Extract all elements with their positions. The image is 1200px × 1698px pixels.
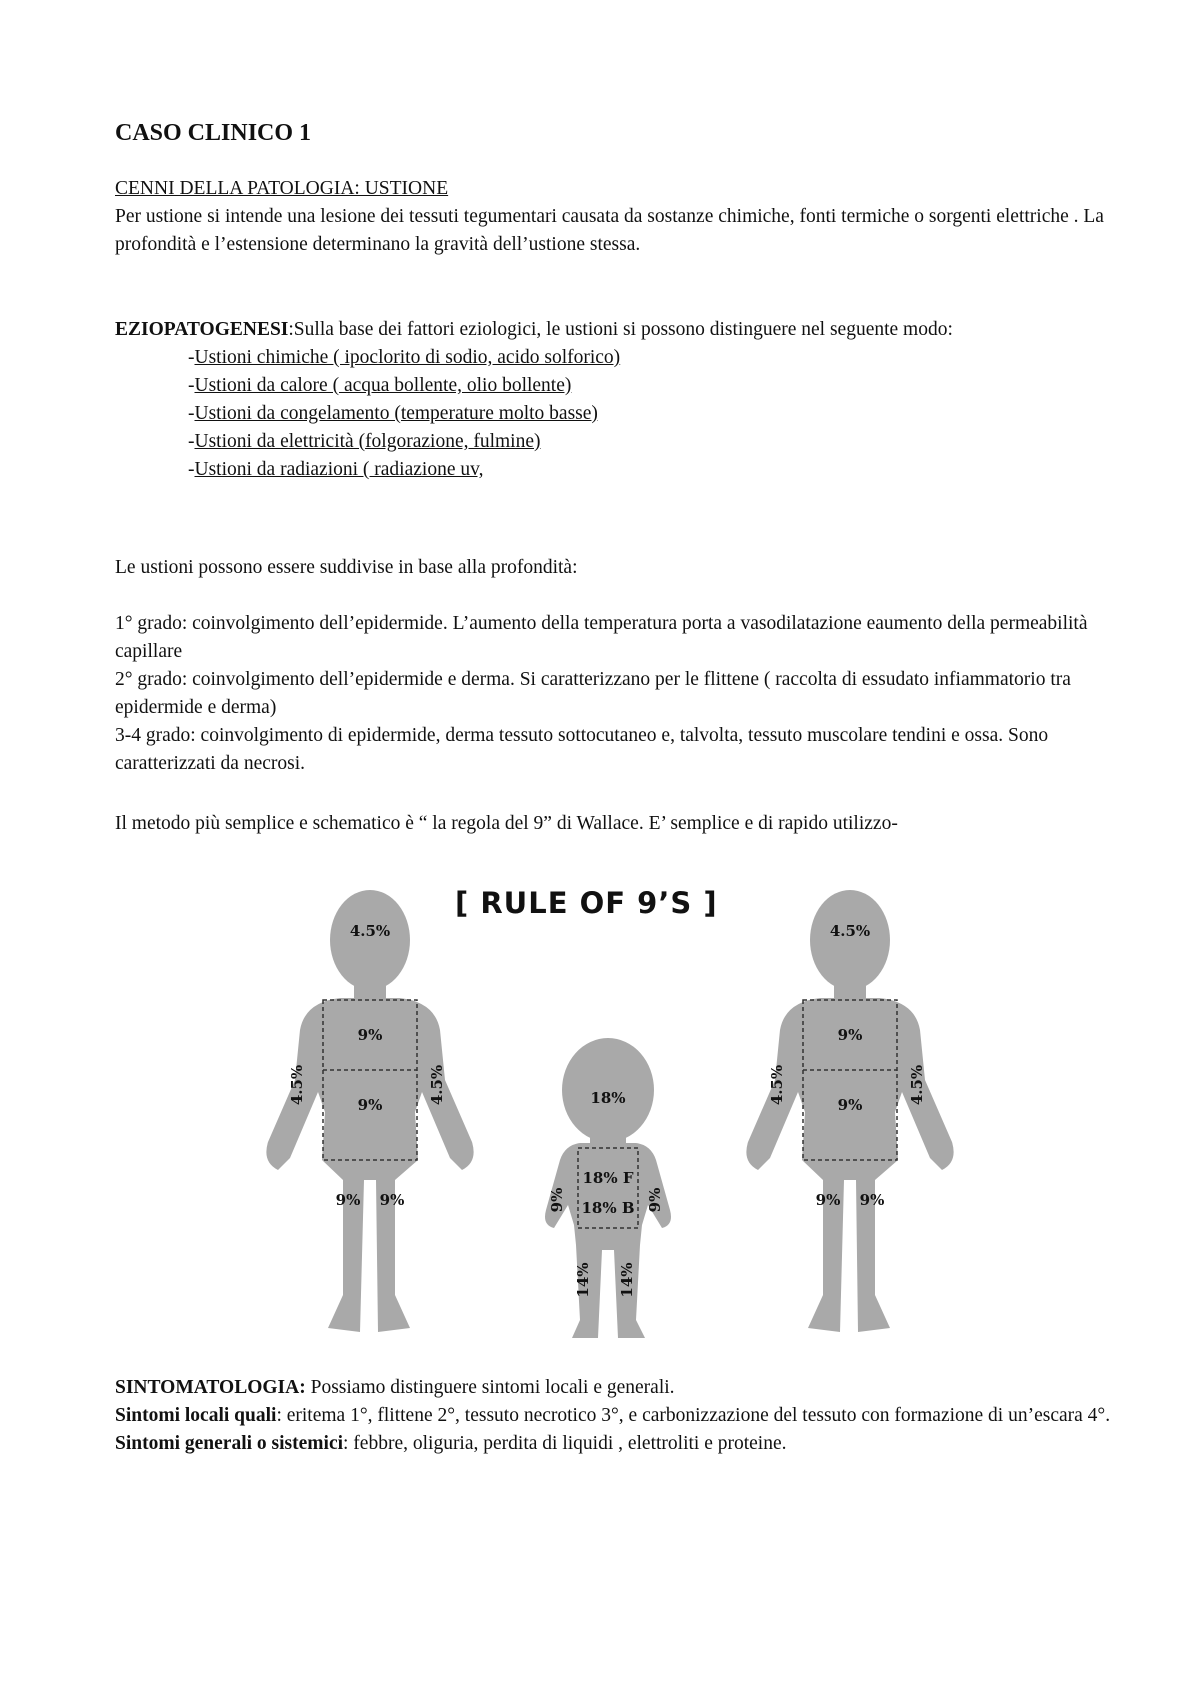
sintomi-locali-text: : eritema 1°, flittene 2°, tessuto necrotico 3°, e carbonizzazione del tessuto con formazione di un’escara 4°. (276, 1405, 1111, 1426)
child-head-label: 18% (590, 1089, 626, 1107)
cenni-heading: CENNI DELLA PATOLOGIA: USTIONE (115, 178, 449, 199)
cenni-text: Per ustione si intende una lesione dei tessuti tegumentari causata da sostanze chimiche, fonti termiche o sorgenti elettriche . La profondità e l’estensione determinano la gravità dell’ustione stessa. (115, 206, 1104, 255)
child-arm-right-label: 9% (646, 1187, 664, 1213)
grado-3-4: 3-4 grado: coinvolgimento di epidermide, derma tessuto sottocutaneo e, talvolta, tessuto muscolare tendini e ossa. Sono caratterizzati da necrosi. (115, 725, 1049, 774)
adult-left-head-label: 4.5% (349, 922, 391, 940)
adult-left-arm-left-label: 4.5% (288, 1064, 306, 1106)
sintomatologia-paragraph (115, 1374, 1115, 1402)
cenni-section (115, 175, 1115, 259)
adult-left-chest-label: 9% (357, 1026, 383, 1044)
eziopatogenesi-text: :Sulla base dei fattori eziologici, le ustioni si possono distinguere nel seguente modo: (288, 319, 953, 340)
profondita-intro: Le ustioni possono essere suddivise in base alla profondità: (115, 557, 578, 578)
list-item: -Ustioni da radiazioni ( radiazione uv, (188, 459, 484, 480)
adult-left-abdomen-label: 9% (357, 1096, 383, 1114)
child-leg-right-label: 14% (618, 1262, 636, 1298)
list-item: -Ustioni da calore ( acqua bollente, olio bollente) (188, 375, 572, 396)
rule-of-nines-figure (230, 880, 1000, 1350)
eziopatogenesi-label: EZIOPATOGENESI (115, 319, 289, 340)
child-leg-left-label: 14% (574, 1262, 592, 1298)
figure-title: [ RULE OF 9’S ] (455, 886, 718, 920)
sintomatologia-label: SINTOMATOLOGIA: (115, 1377, 306, 1398)
adult-right-arm-left-label: 4.5% (768, 1064, 786, 1106)
sintomatologia-text: Possiamo distinguere sintomi locali e generali. (305, 1377, 675, 1398)
list-item: -Ustioni da congelamento (temperature molto basse) (188, 403, 598, 424)
adult-right-leg-right-label: 9% (859, 1191, 885, 1209)
adult-right-arm-right-label: 4.5% (908, 1064, 926, 1106)
adult-left-leg-right-label: 9% (379, 1191, 405, 1209)
sintomi-locali-paragraph (115, 1402, 1115, 1430)
child-back-label: 18% B (581, 1199, 635, 1217)
profondita-section (115, 610, 1115, 778)
body-diagram (230, 880, 1000, 1350)
sintomi-generali-text: : febbre, oliguria, perdita di liquidi , elettroliti e proteine. (343, 1433, 787, 1454)
eziopatogenesi-section (115, 316, 1115, 484)
metodo-text: Il metodo più semplice e schematico è “ la regola del 9” di Wallace. E’ semplice e di rapido utilizzo- (115, 813, 898, 834)
sintomi-locali-label: Sintomi locali quali (115, 1405, 277, 1426)
eziopatogenesi-paragraph (115, 316, 1115, 344)
sintomi-generali-paragraph (115, 1430, 1115, 1458)
adult-right-abdomen-label: 9% (837, 1096, 863, 1114)
list-item: -Ustioni da elettricità (folgorazione, fulmine) (188, 431, 541, 452)
adult-left-leg-left-label: 9% (335, 1191, 361, 1209)
document-title: CASO CLINICO 1 (115, 120, 312, 146)
grado-1: 1° grado: coinvolgimento dell’epidermide. L’aumento della temperatura porta a vasodilatazione eaumento della permeabilità capillare (115, 613, 1088, 662)
adult-left-arm-right-label: 4.5% (428, 1064, 446, 1106)
adult-right-chest-label: 9% (837, 1026, 863, 1044)
child-arm-left-label: 9% (548, 1187, 566, 1213)
list-item: -Ustioni chimiche ( ipoclorito di sodio, acido solforico) (188, 347, 621, 368)
child-front-label: 18% F (582, 1169, 634, 1187)
adult-right-head-label: 4.5% (829, 922, 871, 940)
grado-2: 2° grado: coinvolgimento dell’epidermide e derma. Si caratterizzano per le flittene ( raccolta di essudato infiammatorio tra epidermide e derma) (115, 669, 1071, 718)
sintomi-generali-label: Sintomi generali o sistemici (115, 1433, 344, 1454)
adult-right-leg-left-label: 9% (815, 1191, 841, 1209)
sintomatologia-section (115, 1374, 1115, 1458)
